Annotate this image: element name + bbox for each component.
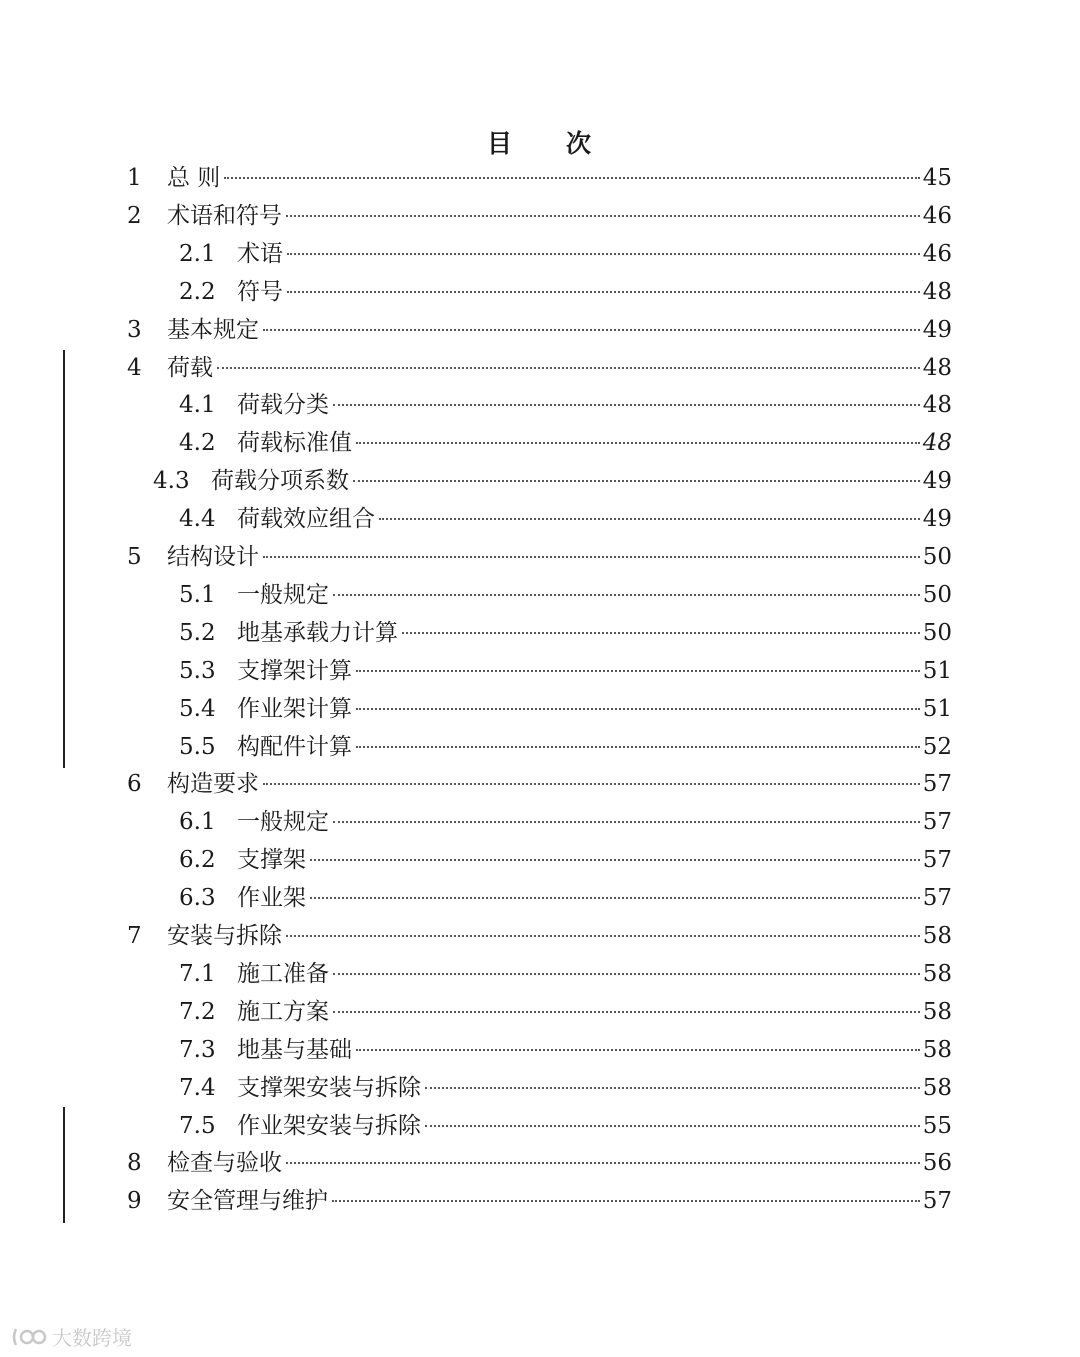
toc-entry[interactable] [179,653,952,689]
dot-leader [287,291,920,293]
toc-entry-number: 2 [127,202,142,229]
toc-entry[interactable] [127,350,952,386]
toc-entry[interactable] [179,501,952,537]
dot-leader [310,859,920,861]
dot-leader [333,973,920,975]
toc-entry-number: 4.1 [179,392,216,419]
toc-entry-number: 4.3 [153,468,190,495]
toc-entry-page: 50 [922,581,952,608]
dot-leader [333,1011,920,1013]
toc-entry-page: 58 [922,998,952,1025]
toc-entry-label: 构造要求 [167,771,259,798]
dot-leader [379,518,920,520]
toc-entry-label: 一般规定 [237,581,329,608]
toc-entry[interactable] [179,729,952,765]
toc-entry-number: 6 [127,771,142,798]
toc-entry-number: 2.1 [179,240,216,267]
toc-entry-page: 51 [922,695,952,722]
dot-leader [332,1200,920,1202]
toc-entry-label: 作业架 [237,885,306,912]
dot-leader [356,708,920,710]
toc-entry[interactable] [179,615,952,651]
toc-entry[interactable] [127,312,952,348]
toc-entry[interactable] [179,1108,952,1144]
toc-entry-number: 5.4 [179,695,216,722]
toc-entry-page: 46 [922,202,952,229]
title-char-1: 目 [486,129,514,158]
toc-entry-label: 符号 [237,278,283,305]
page-title [0,124,1080,160]
toc-entry-label: 施工方案 [237,998,329,1025]
toc-entry[interactable] [153,463,952,499]
toc-entry[interactable] [127,198,952,234]
toc-entry-page: 50 [922,619,952,646]
toc-entry-number: 7.2 [179,998,216,1025]
dot-leader [425,1087,920,1089]
watermark-logo-icon [10,1325,48,1349]
toc-entry[interactable] [127,918,952,954]
dot-leader [333,594,920,596]
toc-entry[interactable] [179,956,952,992]
dot-leader [356,1049,920,1051]
toc-entry-label: 荷载效应组合 [237,506,375,533]
toc-entry-page: 58 [922,960,952,987]
toc-entry-page: 56 [922,1150,952,1177]
toc-entry-label: 支撑架 [237,847,306,874]
toc-entry-label: 构配件计算 [237,733,352,760]
dot-leader [353,480,920,482]
toc-entry-number: 8 [127,1150,142,1177]
toc-entry-number: 9 [127,1188,142,1215]
toc-entry[interactable] [179,842,952,878]
toc-entry-number: 6.3 [179,885,216,912]
toc-entry[interactable] [179,880,952,916]
toc-entry[interactable] [179,387,952,423]
toc-entry-page: 50 [922,544,952,570]
toc-entry-number: 5.5 [179,733,216,760]
toc-entry[interactable] [179,425,952,461]
toc-entry-number: 6.2 [179,847,216,874]
toc-entry-page: 48 [922,430,952,457]
dot-leader [263,329,920,331]
toc-entry-page: 55 [922,1112,952,1139]
toc-entry-number: 6.1 [179,809,216,836]
toc-entry[interactable] [179,994,952,1030]
dot-leader [333,404,920,406]
toc-entry-label: 荷载分项系数 [211,468,349,495]
dot-leader [286,1162,920,1164]
toc-entry-label: 支撑架安装与拆除 [237,1074,421,1101]
toc-entry-label: 荷载标准值 [237,430,352,457]
toc-entry-page: 49 [922,316,952,343]
dot-leader [287,253,920,255]
toc-entry-number: 3 [127,316,142,343]
toc-entry[interactable] [179,1070,952,1106]
revision-bar [63,350,65,768]
toc-entry-label: 荷载 [167,354,213,381]
toc-entry-number: 4.2 [179,430,216,457]
toc-entry-page: 49 [922,506,952,533]
toc-entry-number: 7.4 [179,1074,216,1101]
dot-leader [402,632,920,634]
toc-entry-number: 7.1 [179,960,216,987]
toc-entry-page: 48 [922,392,952,419]
toc-entry[interactable] [127,1145,952,1181]
toc-entry-number: 7.3 [179,1036,216,1063]
toc-entry-label: 作业架计算 [237,695,352,722]
dot-leader [425,1125,920,1127]
toc-entry-page: 48 [922,354,952,381]
toc-entry[interactable] [127,160,952,196]
toc-entry-label: 检查与验收 [167,1150,282,1177]
toc-entry-label: 总 则 [167,165,221,191]
toc-entry-page: 58 [922,1074,952,1101]
toc-entry[interactable] [179,577,952,613]
toc-entry-page: 58 [922,923,952,949]
dot-leader [356,670,920,672]
toc-entry-page: 57 [922,771,952,798]
watermark [10,1322,132,1351]
toc-entry-number: 5.2 [179,619,216,646]
toc-entry-label: 施工准备 [237,960,329,987]
dot-leader [333,821,920,823]
toc-entry-label: 地基与基础 [237,1036,352,1063]
toc-entry-label: 地基承载力计算 [237,619,398,646]
toc-entry-page: 48 [922,278,952,305]
toc-entry-page: 57 [922,809,952,836]
toc-entry[interactable] [179,691,952,727]
toc-entry-page: 57 [922,847,952,874]
watermark-text: 大数跨境 [52,1326,132,1350]
toc-entry-number: 4 [127,354,142,381]
title-char-2: 次 [566,129,594,158]
toc-entry-number: 1 [127,165,142,191]
dot-leader [263,556,920,558]
toc-entry-number: 7 [127,923,142,949]
toc-entry-label: 一般规定 [237,809,329,836]
dot-leader [310,897,920,899]
toc-entry-page: 51 [922,657,952,684]
toc-entry-number: 2.2 [179,278,216,305]
toc-entry-number: 7.5 [179,1112,216,1139]
dot-leader [356,746,920,748]
toc-entry-label: 荷载分类 [237,392,329,419]
toc-entry[interactable] [179,804,952,840]
toc-entry[interactable] [127,766,952,802]
revision-bar [63,1107,65,1223]
dot-leader [286,215,920,217]
toc-entry-page: 57 [922,1188,952,1215]
toc-entry-label: 作业架安装与拆除 [237,1112,421,1139]
toc-entry-number: 4.4 [179,506,216,533]
toc-entry-page: 52 [922,733,952,760]
toc-entry-label: 安装与拆除 [167,923,282,949]
toc-entry[interactable] [179,274,952,310]
toc-entry-page: 45 [922,165,952,191]
dot-leader [217,367,920,369]
dot-leader [286,935,920,937]
toc-entry-label: 结构设计 [167,544,259,570]
dot-leader [356,442,920,444]
toc-entry-page: 49 [922,468,952,495]
toc-entry[interactable] [127,539,952,575]
toc-entry[interactable] [179,236,952,272]
toc-entry-number: 5.1 [179,581,216,608]
toc-entry-page: 58 [922,1036,952,1063]
toc-entry-label: 支撑架计算 [237,657,352,684]
dot-leader [224,177,919,179]
dot-leader [263,783,920,785]
toc-entry[interactable] [127,1183,952,1219]
toc-entry-label: 基本规定 [167,316,259,343]
toc-entry-number: 5.3 [179,657,216,684]
toc-entry-page: 46 [922,240,952,267]
toc-entry-page: 57 [922,885,952,912]
toc-entry-label: 术语 [237,240,283,267]
toc-entry-label: 术语和符号 [167,202,282,229]
toc-entry-label: 安全管理与维护 [167,1188,328,1215]
toc-entry[interactable] [179,1032,952,1068]
toc-entry-number: 5 [127,544,142,570]
